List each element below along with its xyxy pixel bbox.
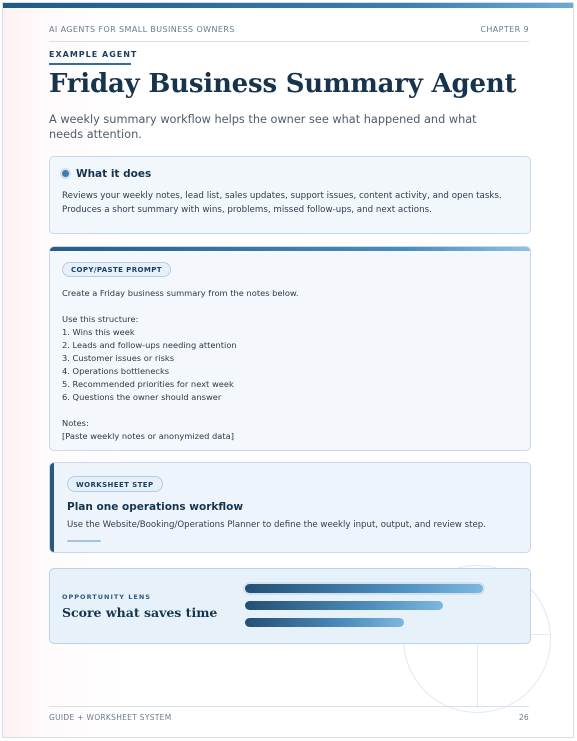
prompt-line: Create a Friday business summary from the notes below. — [62, 288, 299, 298]
prompt-blank-line — [62, 300, 522, 313]
opportunity-bar-1 — [245, 584, 483, 593]
footer-label: GUIDE + WORKSHEET SYSTEM — [49, 713, 172, 722]
opportunity-eyebrow: OPPORTUNITY LENS — [62, 593, 151, 601]
prompt-line: Use this structure: — [62, 314, 139, 324]
worksheet-body: Use the Website/Booking/Operations Planner to define the weekly input, output, and review step. — [67, 520, 486, 530]
prompt-label-badge: COPY/PASTE PROMPT — [62, 262, 171, 277]
worksheet-left-accent — [50, 463, 54, 552]
worksheet-underline — [67, 540, 101, 542]
prompt-blank-line — [62, 404, 522, 417]
prompt-card-accent-bar — [50, 247, 530, 251]
opportunity-bar-3 — [245, 618, 404, 627]
prompt-text — [62, 287, 522, 443]
header-chapter: CHAPTER 9 — [480, 25, 529, 34]
page — [2, 2, 574, 738]
what-it-does-heading: What it does — [76, 168, 152, 180]
prompt-line: 6. Questions the owner should answer — [62, 392, 222, 402]
header-divider — [49, 41, 529, 42]
section-eyebrow: EXAMPLE AGENT — [49, 50, 138, 59]
running-footer — [49, 713, 529, 727]
prompt-card — [49, 246, 531, 451]
prompt-line: 4. Operations bottlenecks — [62, 366, 170, 376]
prompt-line: 3. Customer issues or risks — [62, 353, 175, 363]
bullet-dot-icon — [62, 170, 69, 177]
opportunity-lens-card — [49, 568, 531, 644]
header-book-title: AI AGENTS FOR SMALL BUSINESS OWNERS — [49, 25, 235, 34]
running-header — [49, 25, 529, 41]
worksheet-step-card — [49, 462, 531, 553]
eyebrow-underline — [49, 63, 131, 65]
prompt-line: 5. Recommended priorities for next week — [62, 379, 234, 389]
page-subtitle: A weekly summary workflow helps the owner see what happened and what needs attention. — [49, 113, 477, 141]
worksheet-heading: Plan one operations workflow — [67, 501, 244, 513]
worksheet-step-badge: WORKSHEET STEP — [67, 476, 163, 492]
opportunity-bar-2 — [245, 601, 443, 610]
top-accent-bar — [3, 3, 573, 8]
prompt-line: 1. Wins this week — [62, 327, 135, 337]
what-it-does-card — [49, 156, 531, 234]
footer-divider — [49, 706, 529, 707]
prompt-line: 2. Leads and follow-ups needing attention — [62, 340, 237, 350]
opportunity-heading: Score what saves time — [62, 605, 218, 620]
prompt-line: [Paste weekly notes or anonymized data] — [62, 431, 234, 441]
what-it-does-body: Reviews your weekly notes, lead list, sales updates, support issues, content activity, and open tasks. Produces a short summary with wins, problems, missed follow-ups, and next actions. — [62, 191, 502, 215]
prompt-line: Notes: — [62, 418, 89, 428]
page-title: Friday Business Summary Agent — [49, 69, 517, 99]
page-number: 26 — [518, 713, 529, 722]
